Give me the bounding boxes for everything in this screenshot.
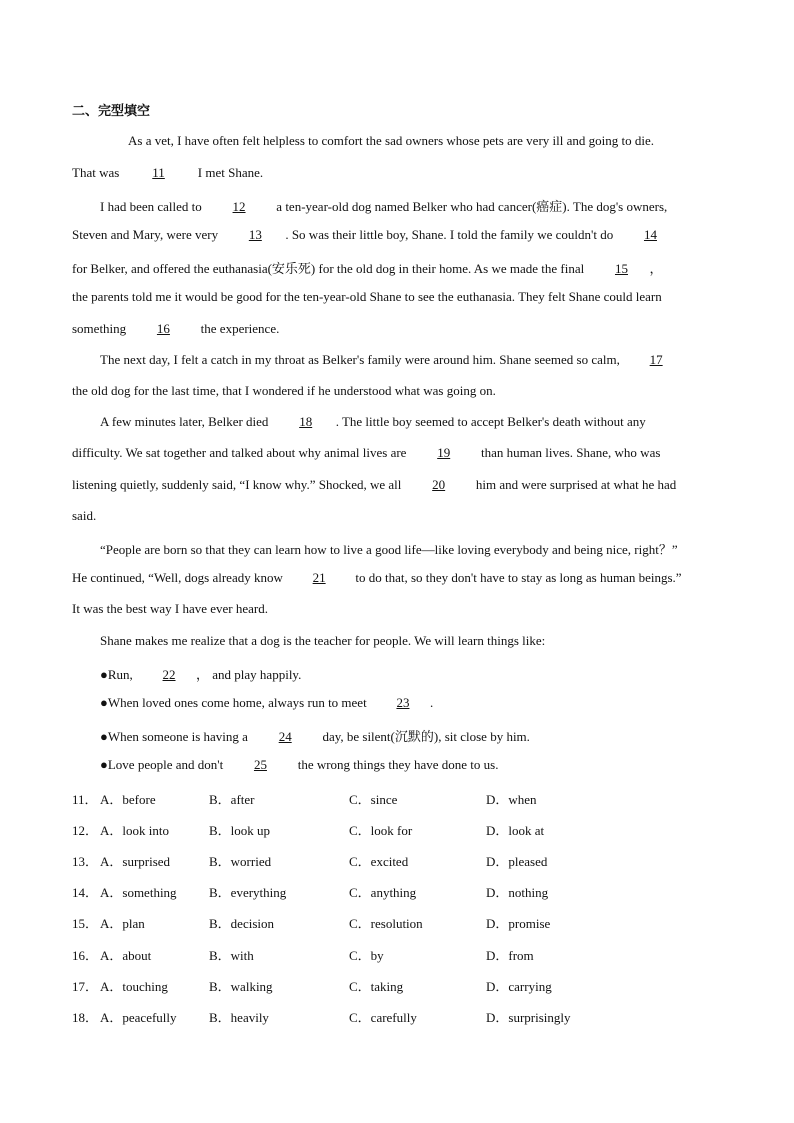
paragraph-line: the parents told me it would be good for the ten-year-old Shane to see the euthanasia. They felt Shane could learn <box>72 289 662 304</box>
paragraph-line: said. <box>72 508 97 523</box>
text: ●Run, <box>100 667 133 682</box>
blank-12: 12 <box>232 199 246 214</box>
blank-19: 19 <box>437 445 451 460</box>
option-c[interactable]: C．resolution <box>349 916 423 931</box>
option-c[interactable]: C．carefully <box>349 1010 417 1025</box>
option-c[interactable]: C．anything <box>349 885 417 900</box>
option-b[interactable]: B．worried <box>209 854 272 869</box>
option-c[interactable]: C．taking <box>349 979 404 994</box>
text: ， and play happily. <box>196 667 302 682</box>
blank-14: 14 <box>643 227 657 242</box>
text: . The little boy seemed to accept Belker's death without any <box>335 414 646 429</box>
option-a[interactable]: A．peacefully <box>100 1010 177 1025</box>
bullet-line <box>100 695 433 711</box>
option-b[interactable]: B．walking <box>209 979 273 994</box>
text: the experience. <box>200 321 280 336</box>
paragraph-line <box>72 445 660 461</box>
paragraph-line: the old dog for the last time, that I wondered if he understood what was going on. <box>72 383 496 398</box>
option-d[interactable]: D．carrying <box>486 979 552 994</box>
text: the wrong things they have done to us. <box>297 757 499 772</box>
paragraph-line <box>72 477 676 493</box>
blank-23: 23 <box>396 695 410 710</box>
option-c[interactable]: C．excited <box>349 854 409 869</box>
paragraph-line <box>72 570 682 586</box>
blank-24: 24 <box>278 729 292 744</box>
bullet-line <box>100 757 498 773</box>
option-a[interactable]: A．surprised <box>100 854 171 869</box>
question-number: 11． <box>72 792 98 807</box>
text: ●When someone is having a <box>100 729 248 744</box>
option-a[interactable]: A．touching <box>100 979 168 994</box>
question-number: 17． <box>72 979 99 994</box>
text: . So was their little boy, Shane. I told the family we couldn't do <box>285 227 614 242</box>
paragraph-line <box>72 227 678 243</box>
text: ， <box>649 261 663 276</box>
question-number: 13． <box>72 854 99 869</box>
blank-22: 22 <box>162 667 176 682</box>
question-number: 12． <box>72 823 99 838</box>
section-heading: 二、完型填空 <box>72 104 151 119</box>
text: I had been called to <box>100 199 202 214</box>
option-d[interactable]: D．promise <box>486 916 551 931</box>
option-a[interactable]: A．before <box>100 792 156 807</box>
option-d[interactable]: D．look at <box>486 823 545 838</box>
option-b[interactable]: B．everything <box>209 885 287 900</box>
paragraph-line <box>72 165 263 181</box>
paragraph-line <box>72 258 662 277</box>
option-b[interactable]: B．after <box>209 792 255 807</box>
blank-16: 16 <box>156 321 170 336</box>
paragraph-line: Shane makes me realize that a dog is the teacher for people. We will learn things like: <box>100 633 546 648</box>
paragraph-line: As a vet, I have often felt helpless to comfort the sad owners whose pets are very ill and going to die. <box>128 133 654 148</box>
option-b[interactable]: B．look up <box>209 823 271 838</box>
blank-21: 21 <box>312 570 326 585</box>
bullet-line <box>100 726 530 745</box>
option-b[interactable]: B．with <box>209 948 254 963</box>
option-a[interactable]: A．plan <box>100 916 145 931</box>
option-c[interactable]: C．look for <box>349 823 413 838</box>
paragraph-line: It was the best way I have ever heard. <box>72 601 268 616</box>
blank-18: 18 <box>299 414 313 429</box>
text: The next day, I felt a catch in my throat as Belker's family were around him. Shane seemed so calm, <box>100 352 620 367</box>
question-number: 14． <box>72 885 99 900</box>
text: for Belker, and offered the euthanasia(安乐死) for the old dog in their home. As we made the final <box>72 261 585 276</box>
blank-25: 25 <box>253 757 267 772</box>
option-b[interactable]: B．heavily <box>209 1010 269 1025</box>
option-c[interactable]: C．by <box>349 948 384 963</box>
text: listening quietly, suddenly said, “I know why.” Shocked, we all <box>72 477 402 492</box>
option-b[interactable]: B．decision <box>209 916 274 931</box>
text: I met Shane. <box>197 165 264 180</box>
option-d[interactable]: D．when <box>486 792 537 807</box>
paragraph-line <box>100 352 683 368</box>
paragraph-line <box>100 414 646 430</box>
question-number: 15． <box>72 916 99 931</box>
text: day, be silent(沉默的), sit close by him. <box>322 729 530 744</box>
text: ●When loved ones come home, always run to meet <box>100 695 367 710</box>
text: to do that, so they don't have to stay as long as human beings.” <box>355 570 682 585</box>
option-d[interactable]: D．nothing <box>486 885 549 900</box>
blank-11: 11 <box>152 165 165 180</box>
option-c[interactable]: C．since <box>349 792 398 807</box>
text: him and were surprised at what he had <box>475 477 677 492</box>
blank-17: 17 <box>649 352 663 367</box>
paragraph-line <box>100 196 667 215</box>
paragraph-line: “People are born so that they can learn how to live a good life—like loving everybody and being nice, right？” <box>100 542 678 557</box>
text: He continued, “Well, dogs already know <box>72 570 283 585</box>
text: difficulty. We sat together and talked about why animal lives are <box>72 445 407 460</box>
text: That was <box>72 165 120 180</box>
question-number: 16． <box>72 948 99 963</box>
text: Steven and Mary, were very <box>72 227 219 242</box>
bullet-line <box>100 664 301 683</box>
text: . <box>429 695 434 710</box>
blank-13: 13 <box>248 227 262 242</box>
option-d[interactable]: D．from <box>486 948 534 963</box>
blank-20: 20 <box>432 477 446 492</box>
text: than human lives. Shane, who was <box>480 445 661 460</box>
text: something <box>72 321 127 336</box>
question-number: 18． <box>72 1010 99 1025</box>
blank-15: 15 <box>614 261 628 276</box>
option-d[interactable]: D．pleased <box>486 854 548 869</box>
option-a[interactable]: A．look into <box>100 823 169 838</box>
paragraph-line <box>72 321 279 337</box>
text: ●Love people and don't <box>100 757 224 772</box>
option-a[interactable]: A．something <box>100 885 177 900</box>
option-d[interactable]: D．surprisingly <box>486 1010 571 1025</box>
text: a ten-year-old dog named Belker who had cancer(癌症). The dog's owners, <box>276 199 668 214</box>
text: A few minutes later, Belker died <box>100 414 269 429</box>
option-a[interactable]: A．about <box>100 948 152 963</box>
